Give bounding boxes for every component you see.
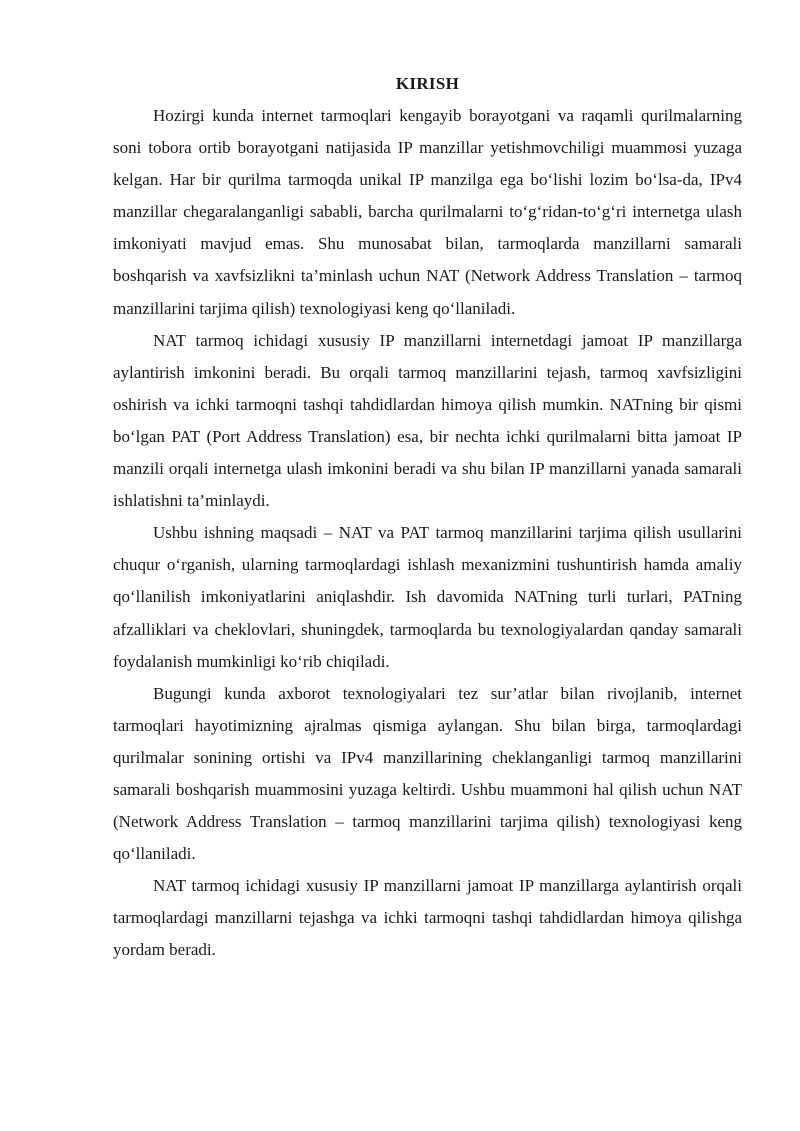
paragraph-5: NAT tarmoq ichidagi xususiy IP manzillarni jamoat IP manzillarga aylantirish orqali tarmoqlardagi manzillarni tejashga va ichki tarmoqni tashqi tahdidlardan himoya qilishga yordam beradi. bbox=[113, 876, 742, 960]
document-page bbox=[113, 68, 742, 967]
paragraph-1: Hozirgi kunda internet tarmoqlari kengayib borayotgani va raqamli qurilmalarning soni tobora ortib borayotgani natijasida IP manzillar yetishmovchiligi muammosi yuzaga kelgan. Har bir qurilma tarmoqda unikal IP manzilga ega bo‘lishi lozim bo‘lsa-da, IPv4 manzillar chegaralanganligi sababli, barcha qurilmalarni to‘g‘ridan-to‘g‘ri internetga ulash imkoniyati mavjud emas. Shu munosabat bilan, tarmoqlarda manzillarni samarali boshqarish va xavfsizlikni ta’minlash uchun NAT (Network Address Translation – tarmoq manzillarini tarjima qilish) texnologiyasi keng qo‘llaniladi. bbox=[113, 106, 742, 318]
page-title: KIRISH bbox=[395, 74, 460, 93]
paragraph-2: NAT tarmoq ichidagi xususiy IP manzillarni internetdagi jamoat IP manzillarga aylantirish imkonini beradi. Bu orqali tarmoq manzillarini tejash, tarmoq xavfsizligini oshirish va ichki tarmoqni tashqi tahdidlardan himoya qilish mumkin. NATning bir qismi bo‘lgan PAT (Port Address Translation) esa, bir nechta ichki qurilmalarni bitta jamoat IP manzili orqali internetga ulash imkonini beradi va shu bilan IP manzillarni yanada samarali ishlatishni ta’minlaydi. bbox=[113, 330, 742, 511]
paragraph-4: Bugungi kunda axborot texnologiyalari tez sur’atlar bilan rivojlanib, internet tarmoqlari hayotimizning ajralmas qismiga aylangan. Shu bilan birga, tarmoqlardagi qurilmalar sonining ortishi va IPv4 manzillarining cheklanganligi tarmoq manzillarini samarali boshqarish muammosini yuzaga keltirdi. Ushbu muammoni hal qilish uchun NAT (Network Address Translation – tarmoq manzillarini tarjima qilish) texnologiyasi keng qo‘llaniladi. bbox=[113, 683, 742, 864]
paragraph-3: Ushbu ishning maqsadi – NAT va PAT tarmoq manzillarini tarjima qilish usullarini chuqur o‘rganish, ularning tarmoqlardagi ishlash mexanizmini tushuntirish hamda amaliy qo‘llanilish imkoniyatlarini aniqlashdir. Ish davomida NATning turli turlari, PATning afzalliklari va cheklovlari, shuningdek, tarmoqlarda bu texnologiyalardan qanday samarali foydalanish mumkinligi ko‘rib chiqiladi. bbox=[113, 523, 742, 671]
